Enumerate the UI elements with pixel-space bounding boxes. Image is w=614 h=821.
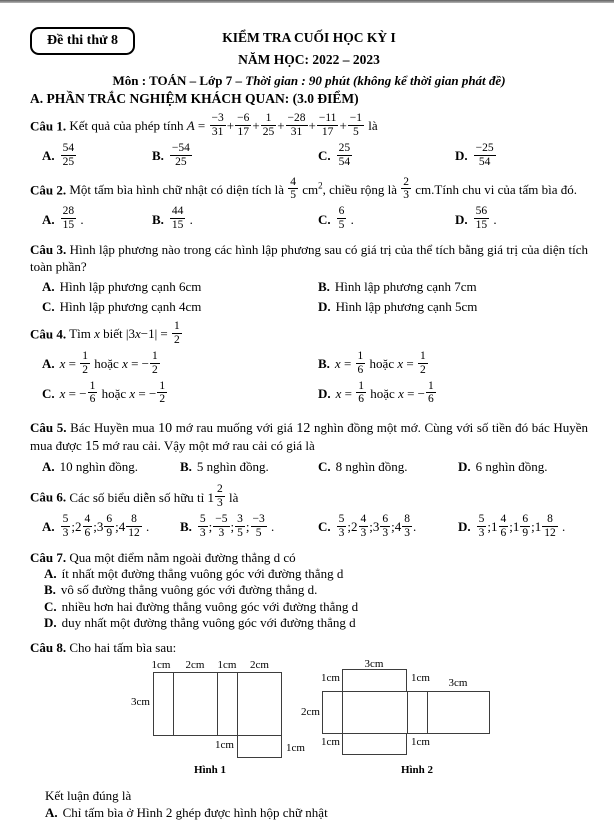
option xyxy=(30,599,588,616)
question-6-text: Các số biểu diễn số hữu tỉ 1 $\frac{2}{3}$ là xyxy=(69,483,239,510)
dimension-label: 2cm xyxy=(250,658,269,671)
question-6-options xyxy=(30,515,588,542)
question-2 xyxy=(30,175,588,235)
conclusion-text: Kết luận đúng là xyxy=(45,787,132,803)
option-label: A. xyxy=(42,519,55,535)
question-2-options xyxy=(30,207,588,234)
dimension-label: 1cm xyxy=(215,738,234,751)
question-8-text: Cho hai tấm bìa sau: xyxy=(69,639,177,655)
exam-duration: Thời gian : 90 phút (không kể thời gian phát đề) xyxy=(245,73,506,88)
question-8-conclusion xyxy=(30,787,588,821)
option-label: A. xyxy=(42,459,55,475)
option-label: A. xyxy=(44,565,57,581)
exam-number-box xyxy=(30,27,135,55)
figure-2-band-rect xyxy=(322,691,490,734)
option-label: C. xyxy=(42,385,55,401)
figure-1-caption: Hình 1 xyxy=(193,763,227,776)
question-4-options xyxy=(30,349,588,409)
dimension-label: 3cm xyxy=(131,695,150,708)
question-1-label: Câu 1. xyxy=(30,118,67,134)
option-label: B. xyxy=(44,582,56,598)
figure-2-caption: Hình 2 xyxy=(400,763,434,776)
question-5 xyxy=(30,419,588,475)
figure-2-bottom-tab xyxy=(342,733,407,755)
dimension-label: 1cm xyxy=(411,671,430,684)
question-6 xyxy=(30,485,588,542)
option-value: 5 nghìn đồng. xyxy=(196,459,269,475)
option-label: D. xyxy=(318,299,331,314)
option-value: $\frac{5}{3}$ ;2 $\frac{4}{3}$ ;3 $\frac{6}{3}$ ;4 $\frac{8}{3}$ . xyxy=(338,513,417,539)
option-label: B. xyxy=(152,211,164,227)
option-value: Chỉ tấm bìa ở Hình 2 ghép được hình hộp chữ nhật xyxy=(62,804,328,820)
option xyxy=(45,804,588,821)
option-label: D. xyxy=(458,519,471,535)
dimension-label: 3cm xyxy=(364,657,384,670)
question-5-text: Bác Huyền mua 10 mớ rau muống với giá 12 nghìn đồng một mớ. Cùng với số tiền đó bác Huyền mua được 15 mớ rau cải. Vậy một mớ rau cải có giá là xyxy=(30,420,589,455)
question-1 xyxy=(30,114,588,171)
option-label: C. xyxy=(318,519,331,535)
option-label: A. xyxy=(45,804,58,820)
option-label: A. xyxy=(42,148,55,164)
dimension-label: 1cm xyxy=(217,658,237,671)
question-3 xyxy=(30,241,588,315)
option xyxy=(318,515,458,542)
option-label: D. xyxy=(455,148,468,164)
question-2-text: Một tấm bìa hình chữ nhật có diện tích là $\frac{4}{5}$ $cm^2$, chiều rộng là $\frac{2}{3}$ cm.Tính chu vi của tấm bìa đó. xyxy=(69,175,578,202)
question-3-options xyxy=(30,278,588,315)
question-5-label: Câu 5. xyxy=(30,420,67,436)
option-value: $\frac{44}{15}$ . xyxy=(171,205,193,232)
option-label: C. xyxy=(42,299,55,314)
option-label: C. xyxy=(318,459,331,475)
question-2-stem xyxy=(30,175,588,205)
option-value: 10 nghìn đồng. xyxy=(59,459,139,475)
option xyxy=(318,278,588,295)
option xyxy=(455,207,588,234)
figure-2-top-tab xyxy=(342,669,407,692)
document-title: KIỂM TRA CUỐI HỌC KỲ I xyxy=(222,30,396,45)
option xyxy=(318,207,455,234)
option xyxy=(152,207,318,234)
exam-body xyxy=(30,90,588,781)
option xyxy=(180,458,318,475)
question-4-text: Tìm x biết |3x−1| = $\frac{1}{2}$ xyxy=(69,320,180,346)
option xyxy=(318,141,455,171)
exam-number-label: Đề thi thử 8 xyxy=(47,33,119,48)
option-value: $\frac{5}{3}$ ;2 $\frac{4}{6}$ ;3 $\frac{6}{9}$ ;4 $\frac{8}{12}$ . xyxy=(62,513,150,539)
option-value: $\frac{-54}{25}$ xyxy=(171,141,190,168)
option-value: 8 nghìn đồng. xyxy=(335,459,408,475)
option-label: B. xyxy=(180,519,192,535)
option xyxy=(42,379,318,409)
dimension-label: 3cm xyxy=(448,676,468,689)
option-value: $\frac{6}{5}$ . xyxy=(338,205,354,232)
option-label: B. xyxy=(180,459,192,475)
dimension-label: 1cm xyxy=(286,741,305,754)
option xyxy=(30,615,588,632)
figure-2-divider xyxy=(427,691,428,734)
dimension-label: 1cm xyxy=(321,671,340,684)
question-7-label: Câu 7. xyxy=(30,549,67,565)
option-value: x = $\frac{1}{2}$ hoặc x = − $\frac{1}{2}$ xyxy=(59,349,158,376)
dimension-label: 1cm xyxy=(411,735,430,748)
option-value: x = $\frac{1}{6}$ hoặc x = $\frac{1}{2}$ xyxy=(334,349,426,376)
school-year-title: NĂM HỌC: 2022 – 2023 xyxy=(238,52,380,67)
question-6-stem xyxy=(30,485,588,512)
dimension-label: 1cm xyxy=(151,658,171,671)
option-label: C. xyxy=(318,211,331,227)
question-7-text: Qua một điểm nằm ngoài đường thẳng d có xyxy=(69,549,296,565)
option xyxy=(318,298,588,315)
option-value: Hình lập phương cạnh 4cm xyxy=(59,299,202,314)
question-4-label: Câu 4. xyxy=(30,326,67,342)
question-7-stem xyxy=(30,549,588,566)
option-value: $\frac{5}{3}$ ;1 $\frac{4}{6}$ ;1 $\frac{6}{9}$ ;1 $\frac{8}{12}$ . xyxy=(478,513,566,539)
option-value: nhiều hơn hai đường thẳng vuông góc với đường thẳng d xyxy=(61,598,359,614)
dimension-label: 2cm xyxy=(185,658,205,671)
question-2-label: Câu 2. xyxy=(30,181,67,197)
option-label: B. xyxy=(318,279,330,294)
question-3-label: Câu 3. xyxy=(30,242,67,257)
option xyxy=(42,349,318,379)
subject-name: Môn : TOÁN – Lớp 7 – xyxy=(112,73,246,88)
option-value: $\frac{28}{15}$ . xyxy=(62,205,84,232)
option xyxy=(42,515,180,542)
option-value: 6 nghìn đồng. xyxy=(475,459,548,475)
option-value: x = − $\frac{1}{6}$ hoặc x = − $\frac{1}{2}$ xyxy=(59,379,166,406)
option-label: C. xyxy=(318,148,331,164)
option-value: duy nhất một đường thẳng vuông góc với đường thẳng d xyxy=(61,615,356,631)
option-value: Hình lập phương cạnh 5cm xyxy=(335,299,478,314)
subject-line xyxy=(30,72,588,89)
question-3-text: Hình lập phương nào trong các hình lập phương sau có giá trị của thể tích bằng giá trị của diện tích toàn phần? xyxy=(30,242,589,274)
figure-1-divider xyxy=(173,672,174,736)
option-value: Hình lập phương cạnh 6cm xyxy=(59,279,202,294)
figure-2-divider xyxy=(342,691,343,734)
option-label: B. xyxy=(152,148,164,164)
question-5-stem xyxy=(30,419,588,455)
question-4 xyxy=(30,322,588,408)
question-1-stem xyxy=(30,114,588,141)
question-8 xyxy=(30,639,588,656)
question-8-stem xyxy=(30,639,588,656)
option-value: vô số đường thẳng vuông góc với đường thẳng d. xyxy=(60,582,318,598)
option-value: $\frac{5}{3}$ ; $\frac{-5}{3}$ ; $\frac{3}{5}$ ; $\frac{-3}{5}$ . xyxy=(199,513,275,539)
question-7 xyxy=(30,549,588,632)
option xyxy=(152,141,318,171)
option-label: A. xyxy=(42,211,55,227)
question-1-options xyxy=(30,141,588,171)
dimension-label: 2cm xyxy=(301,705,320,718)
option-value: $\frac{25}{54}$ xyxy=(338,141,351,168)
option xyxy=(458,515,588,542)
figure-1-tab-rect xyxy=(237,735,282,758)
option-value: Hình lập phương cạnh 7cm xyxy=(334,279,477,294)
option-value: $\frac{56}{15}$ . xyxy=(475,205,497,232)
option-label: D. xyxy=(458,459,471,475)
option-label: D. xyxy=(44,615,57,631)
option xyxy=(455,141,588,171)
option xyxy=(42,141,152,171)
question-6-label: Câu 6. xyxy=(30,489,67,505)
question-8-figures xyxy=(30,659,588,781)
option xyxy=(42,458,180,475)
option xyxy=(30,566,588,583)
option xyxy=(42,278,318,295)
figure-1-divider xyxy=(217,672,218,736)
option-label: D. xyxy=(318,385,331,401)
figure-1-divider xyxy=(237,672,238,736)
option-label: A. xyxy=(42,279,55,294)
question-4-stem xyxy=(30,322,588,349)
option xyxy=(318,379,588,409)
document-header xyxy=(30,0,588,88)
option xyxy=(318,349,588,379)
option-value: $\frac{-25}{54}$ xyxy=(475,141,494,168)
option xyxy=(42,207,152,234)
dimension-label: 1cm xyxy=(321,735,340,748)
question-1-text: Kết quả của phép tính A = $\frac{-3}{31}$ + $\frac{-6}{17}$ + $\frac{1}{25}$ + $\frac{-28}{31}$ + $\frac{-11}{17}$ + $\frac{-1}{5}$ là xyxy=(69,112,378,138)
option-label: B. xyxy=(318,356,330,372)
option xyxy=(180,515,318,542)
option-value: x = $\frac{1}{6}$ hoặc x = − $\frac{1}{6}$ xyxy=(335,379,434,406)
figure-2-divider xyxy=(407,691,408,734)
option-value: $\frac{54}{25}$ xyxy=(62,141,75,168)
section-a-heading: A. PHẦN TRẮC NGHIỆM KHÁCH QUAN: (3.0 ĐIỂM) xyxy=(30,91,359,106)
question-5-options xyxy=(30,458,588,475)
option xyxy=(458,458,588,475)
question-3-stem xyxy=(30,241,588,275)
question-8-label: Câu 8. xyxy=(30,639,67,655)
option-value: ít nhất một đường thẳng vuông góc với đường thẳng d xyxy=(61,565,344,581)
option xyxy=(30,582,588,599)
option-label: D. xyxy=(455,211,468,227)
option xyxy=(318,458,458,475)
option xyxy=(42,298,318,315)
option-label: C. xyxy=(44,598,57,614)
option-label: A. xyxy=(42,356,55,372)
